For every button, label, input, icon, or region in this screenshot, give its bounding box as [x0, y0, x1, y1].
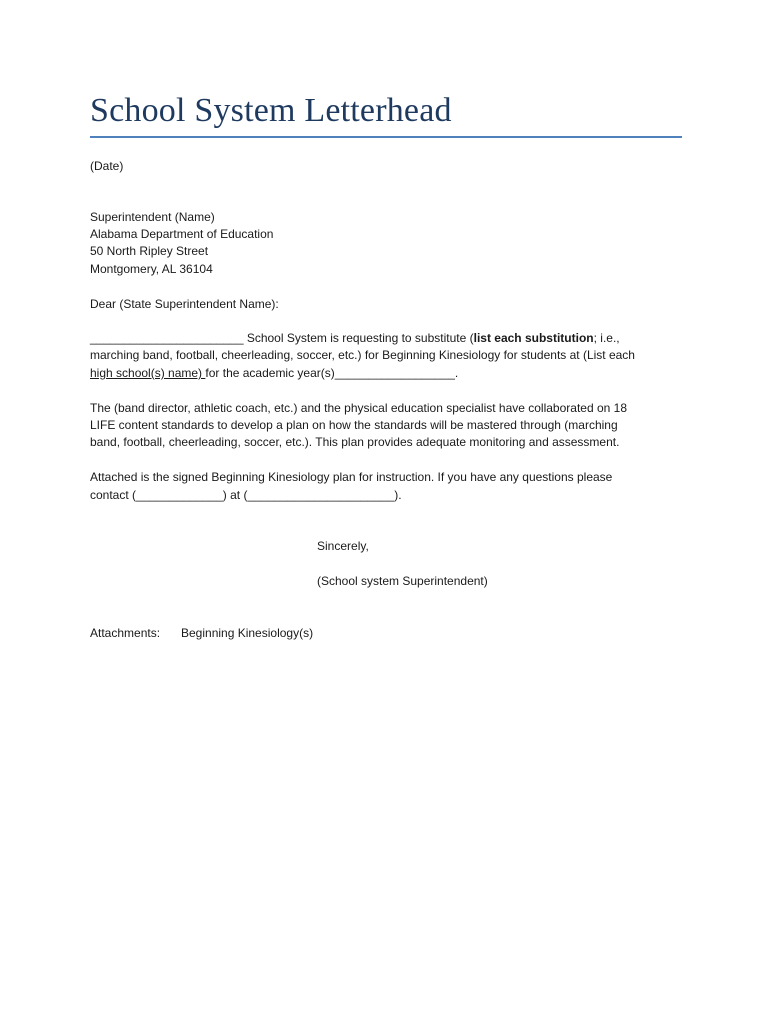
paragraph-1-line-1	[90, 330, 620, 347]
emphasis-text: list each substitution	[473, 331, 594, 345]
letterhead-title: School System Letterhead	[90, 92, 452, 129]
fill-in-blank: __________________	[334, 366, 455, 380]
signature-line: (School system Superintendent)	[317, 574, 488, 588]
underlined-text: high school(s) name)	[90, 366, 206, 380]
paragraph-text: School System is requesting to substitute (	[243, 331, 474, 345]
recipient-name: Superintendent (Name)	[90, 210, 215, 224]
paragraph-text: ; i.e.,	[593, 331, 620, 345]
paragraph-3-line-1: Attached is the signed Beginning Kinesiology plan for instruction. If you have any questions please	[90, 470, 613, 484]
fill-in-blank: _______________________	[90, 331, 244, 345]
paragraph-text: .	[454, 366, 459, 380]
date-line: (Date)	[90, 159, 124, 173]
paragraph-1-line-3	[90, 365, 458, 382]
paragraph-text: for the academic year(s)	[205, 366, 335, 380]
paragraph-2-line-3: band, football, cheerleading, soccer, etc.). This plan provides adequate monitoring and assessment.	[90, 435, 620, 449]
attachments-value: Beginning Kinesiology(s)	[181, 626, 314, 640]
paragraph-2-line-1: The (band director, athletic coach, etc.) and the physical education specialist have collaborated on 18	[90, 401, 627, 415]
heading-underline-rule	[90, 136, 682, 138]
attachments-line	[90, 625, 313, 642]
recipient-street: 50 North Ripley Street	[90, 244, 209, 258]
attachments-label: Attachments:	[90, 626, 161, 640]
paragraph-3-line-2: contact (_____________) at (______________________).	[90, 488, 402, 502]
recipient-organization: Alabama Department of Education	[90, 227, 274, 241]
salutation: Dear (State Superintendent Name):	[90, 297, 279, 311]
recipient-city-state: Montgomery, AL 36104	[90, 262, 213, 276]
closing: Sincerely,	[317, 539, 369, 553]
paragraph-2-line-2: LIFE content standards to develop a plan on how the standards will be mastered through (marching	[90, 418, 618, 432]
paragraph-1-line-2: marching band, football, cheerleading, soccer, etc.) for Beginning Kinesiology for students at (List each	[90, 348, 635, 362]
